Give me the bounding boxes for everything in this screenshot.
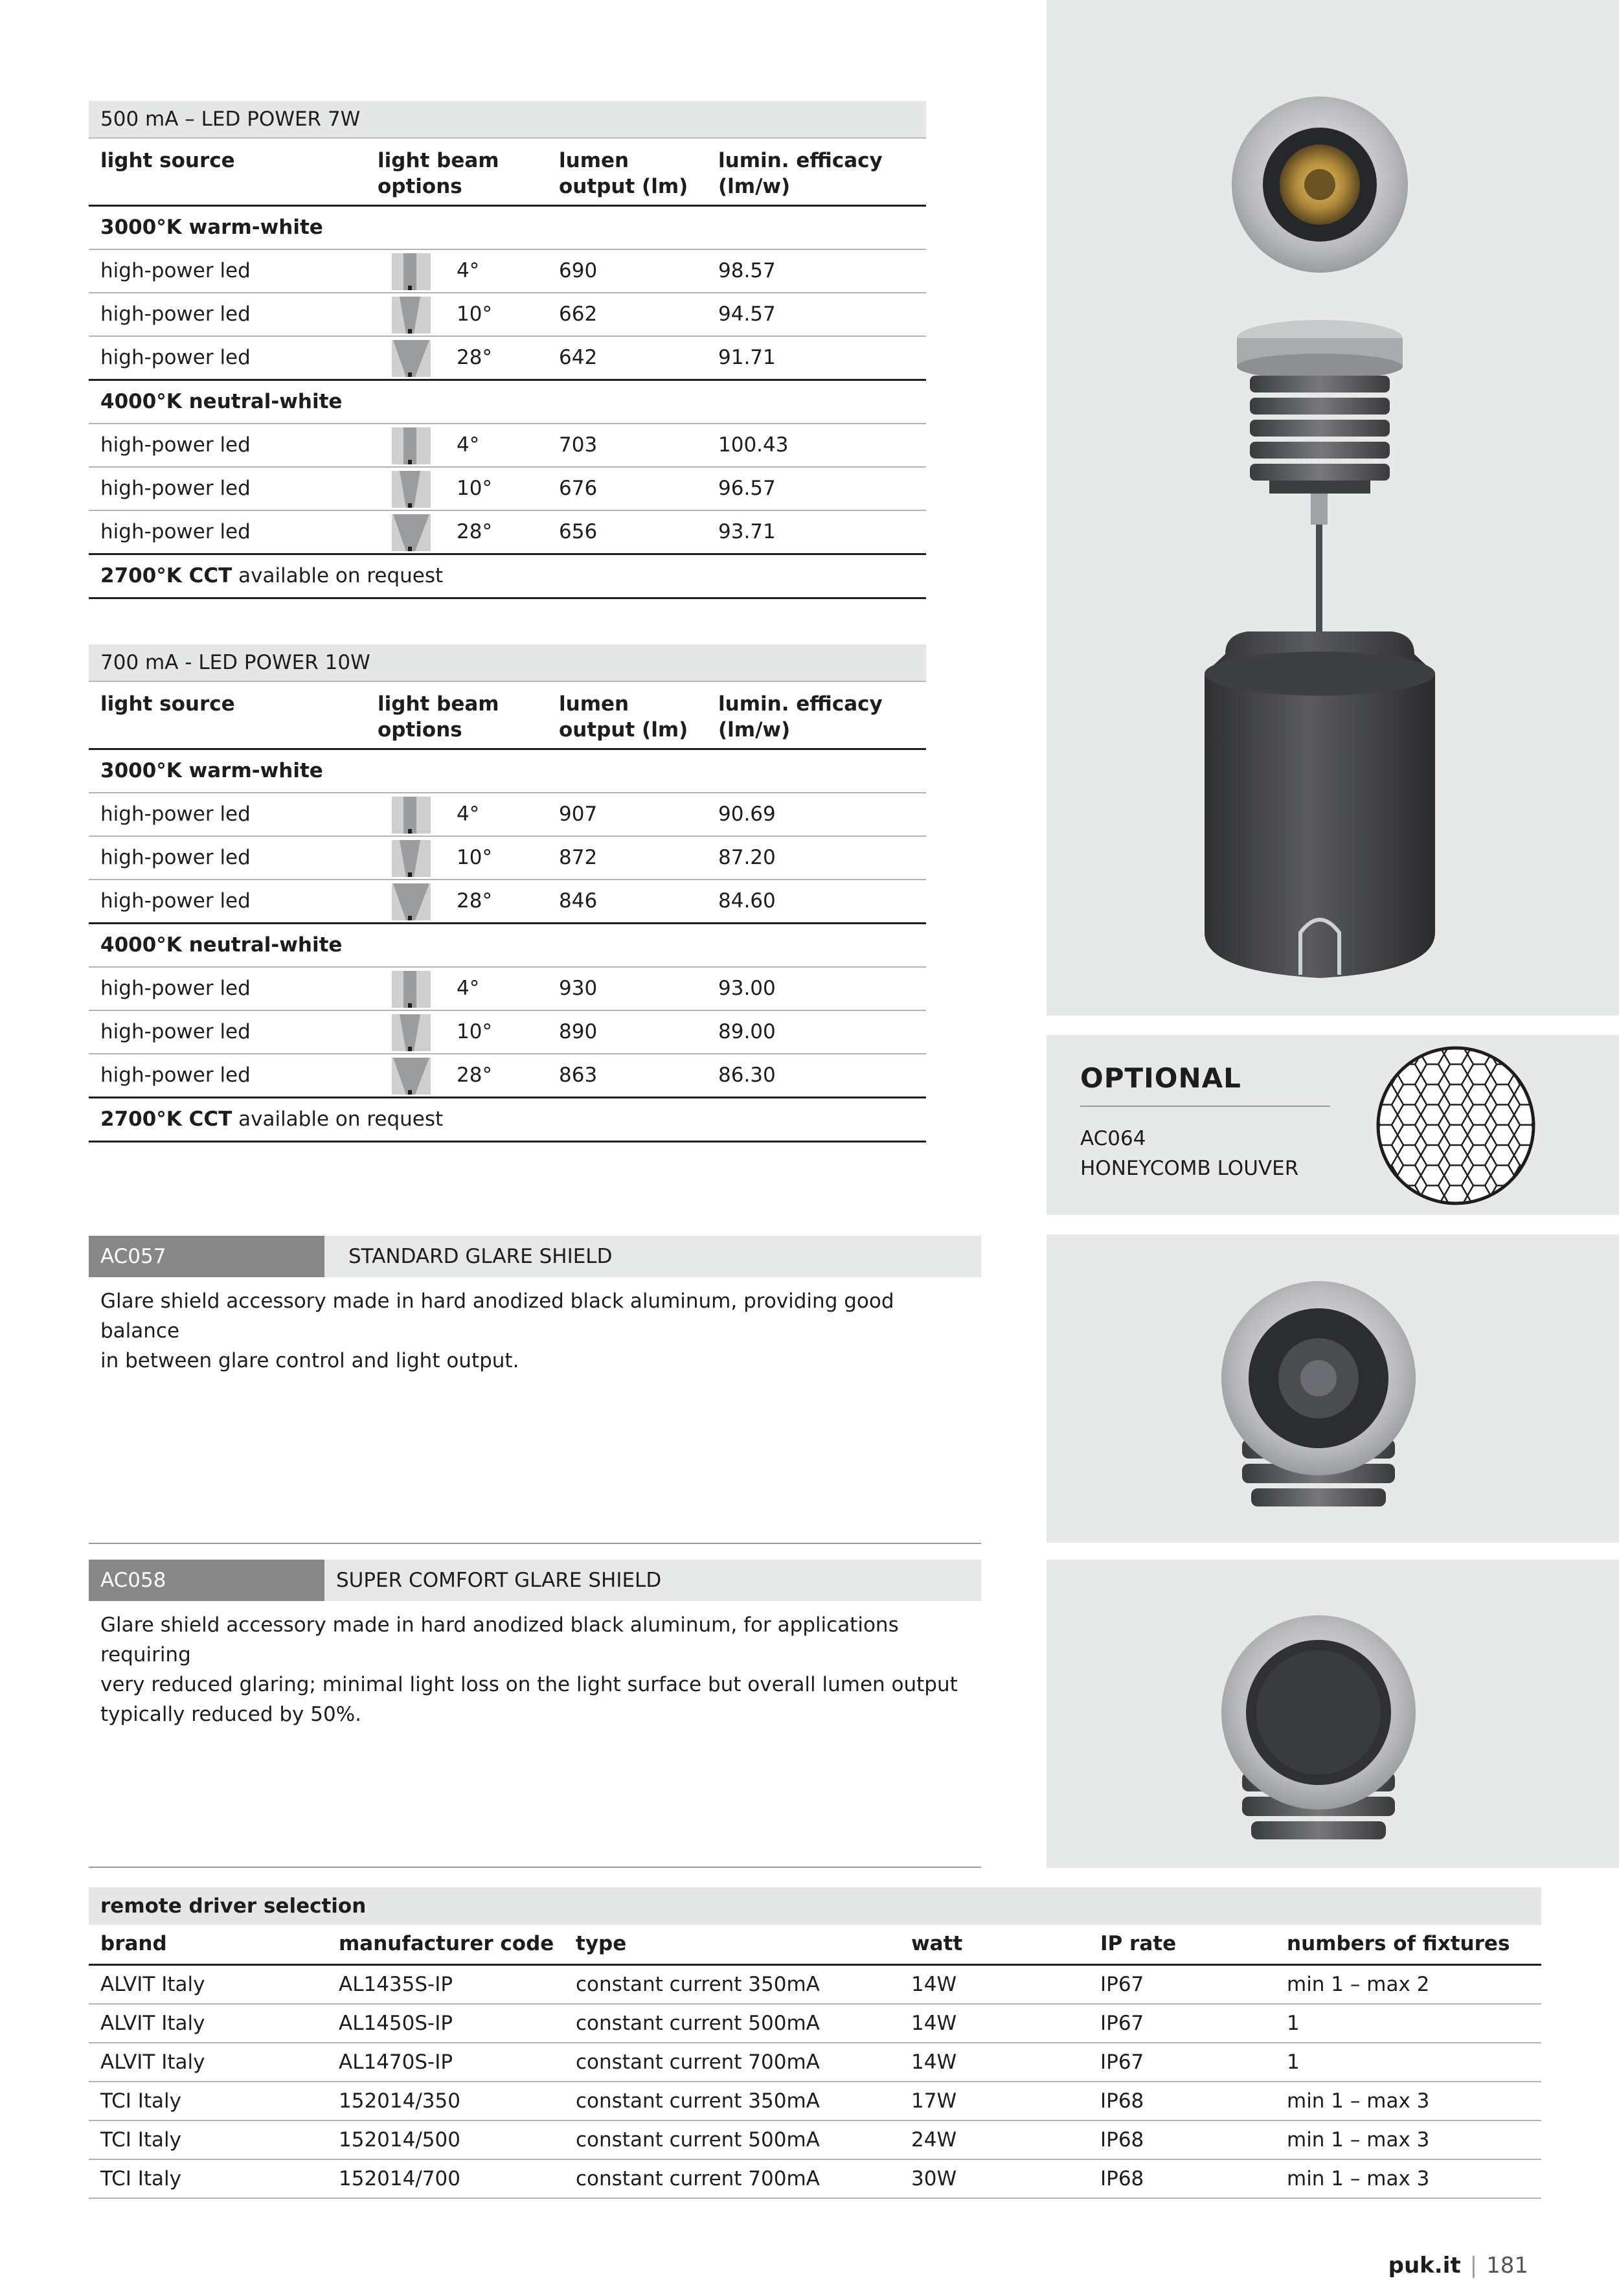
group-row — [89, 750, 926, 793]
cell-fixtures: min 1 – max 3 — [1287, 2128, 1430, 2152]
table-row — [89, 880, 926, 924]
cell-type: constant current 700mA — [576, 2167, 820, 2190]
cell-lumen: 907 — [559, 802, 598, 826]
section-divider — [89, 1867, 981, 1868]
group-row — [89, 207, 926, 250]
note-bold: 2700°K CCT — [100, 1108, 232, 1131]
cell-source: high-power led — [100, 433, 251, 457]
table-note — [89, 555, 926, 599]
table-row — [89, 2160, 1541, 2199]
cell-brand: TCI Italy — [100, 2128, 182, 2152]
group-label: 3000°K warm-white — [100, 759, 323, 782]
col-light-beam-line1: light beam — [378, 149, 499, 172]
wide-beam-icon — [392, 883, 431, 920]
cell-beam: 28° — [457, 520, 492, 543]
narrow-beam-icon — [392, 427, 431, 464]
ac057-product-photo — [1047, 1234, 1619, 1543]
table-row — [89, 337, 926, 381]
table-row — [89, 468, 926, 511]
cell-watt: 17W — [911, 2089, 957, 2113]
cell-code: AL1470S-IP — [339, 2051, 453, 2074]
cell-lumen: 656 — [559, 520, 598, 543]
cell-brand: ALVIT Italy — [100, 2012, 205, 2035]
cell-code: 152014/700 — [339, 2167, 460, 2190]
medium-beam-icon — [392, 840, 431, 877]
footer-separator: | — [1469, 2253, 1478, 2279]
optional-code: AC064 — [1080, 1127, 1146, 1150]
col-efficacy — [718, 148, 883, 199]
cell-source: high-power led — [100, 889, 251, 913]
cell-efficacy: 89.00 — [718, 1020, 776, 1043]
cell-type: constant current 350mA — [576, 2089, 820, 2113]
cell-efficacy: 87.20 — [718, 846, 776, 869]
table-row — [89, 2043, 1541, 2082]
cell-source: high-power led — [100, 346, 251, 369]
col-light-beam-line2: options — [378, 718, 462, 742]
cell-beam: 10° — [457, 846, 492, 869]
medium-beam-icon — [392, 297, 431, 334]
luminaire-photo — [1047, 0, 1619, 1016]
narrow-beam-icon — [392, 797, 431, 834]
cell-lumen: 890 — [559, 1020, 598, 1043]
table-row — [89, 2005, 1541, 2043]
wide-beam-icon — [392, 340, 431, 377]
col-lumen-output — [559, 148, 688, 199]
cell-ip: IP67 — [1100, 2012, 1144, 2035]
group-label: 4000°K neutral-white — [100, 933, 343, 957]
cell-watt: 14W — [911, 2051, 957, 2074]
ac058-product-photo — [1047, 1560, 1619, 1868]
note-rest: available on request — [232, 564, 444, 587]
col-efficacy-line2: (lm/w) — [718, 718, 791, 742]
optional-item — [1080, 1124, 1298, 1183]
cell-source: high-power led — [100, 846, 251, 869]
col-efficacy-line1: lumin. efficacy — [718, 692, 883, 716]
driver-table-header — [89, 1925, 1541, 1966]
description-line: Glare shield accessory made in hard anodized black aluminum, for applications requiring — [100, 1613, 899, 1666]
col-light-beam-line1: light beam — [378, 692, 499, 716]
description-line: typically reduced by 50%. — [100, 1703, 361, 1726]
col-light-beam — [378, 148, 499, 199]
cell-source: high-power led — [100, 259, 251, 282]
cell-lumen: 846 — [559, 889, 598, 913]
accessory-description — [89, 1601, 981, 1729]
cell-fixtures: min 1 – max 2 — [1287, 1973, 1430, 1996]
narrow-beam-icon — [392, 253, 431, 290]
table-header — [89, 682, 926, 750]
table-caption: 500 mA – LED POWER 7W — [89, 101, 926, 139]
cell-efficacy: 91.71 — [718, 346, 776, 369]
cell-code: 152014/350 — [339, 2089, 460, 2113]
wide-beam-icon — [392, 1058, 431, 1095]
narrow-beam-icon — [392, 971, 431, 1008]
cell-watt: 30W — [911, 2167, 957, 2190]
cell-ip: IP67 — [1100, 2051, 1144, 2074]
cell-lumen: 872 — [559, 846, 598, 869]
table-note — [89, 1098, 926, 1142]
table-caption: 700 mA - LED POWER 10W — [89, 644, 926, 682]
table-row — [89, 968, 926, 1011]
col-light-source: light source — [100, 149, 235, 172]
cell-beam: 28° — [457, 346, 492, 369]
spec-table-500ma — [89, 101, 926, 599]
cell-ip: IP68 — [1100, 2128, 1144, 2152]
description-line: very reduced glaring; minimal light loss on the light surface but overall lumen output — [100, 1673, 958, 1696]
cell-brand: TCI Italy — [100, 2167, 182, 2190]
col-ip-rate: IP rate — [1100, 1932, 1177, 1955]
cell-beam: 4° — [457, 802, 480, 826]
cell-brand: ALVIT Italy — [100, 1973, 205, 1996]
table-row — [89, 1966, 1541, 2005]
col-efficacy-line2: (lm/w) — [718, 175, 791, 198]
note-text — [100, 555, 443, 597]
group-row — [89, 924, 926, 968]
col-type: type — [576, 1932, 627, 1955]
ac058-image-panel — [1047, 1560, 1619, 1868]
accessory-description — [89, 1277, 981, 1376]
accessory-code: AC058 — [89, 1560, 324, 1601]
table-row — [89, 1011, 926, 1054]
description-line: in between glare control and light output. — [100, 1349, 519, 1372]
group-label: 4000°K neutral-white — [100, 390, 343, 413]
cell-efficacy: 98.57 — [718, 259, 776, 282]
note-text — [100, 1098, 443, 1141]
col-light-beam — [378, 691, 499, 743]
accessory-ac057 — [89, 1236, 981, 1544]
cell-type: constant current 350mA — [576, 1973, 820, 1996]
page-number: 181 — [1486, 2253, 1528, 2279]
table-row — [89, 511, 926, 555]
cell-efficacy: 93.00 — [718, 977, 776, 1000]
cell-code: AL1435S-IP — [339, 1973, 453, 1996]
group-label: 3000°K warm-white — [100, 216, 323, 239]
table-row — [89, 2082, 1541, 2121]
cell-efficacy: 94.57 — [718, 302, 776, 326]
product-image-panel — [1047, 0, 1619, 1016]
accessory-header — [89, 1560, 981, 1601]
col-number-of-fixtures: numbers of fixtures — [1287, 1932, 1510, 1955]
cell-watt: 24W — [911, 2128, 957, 2152]
col-manufacturer-code: manufacturer code — [339, 1932, 554, 1955]
col-lumen-line2: output (lm) — [559, 718, 688, 742]
cell-type: constant current 700mA — [576, 2051, 820, 2074]
cell-beam: 28° — [457, 889, 492, 913]
cell-type: constant current 500mA — [576, 2128, 820, 2152]
wide-beam-icon — [392, 514, 431, 551]
group-row — [89, 381, 926, 424]
cell-fixtures: min 1 – max 3 — [1287, 2089, 1430, 2113]
optional-underline — [1080, 1106, 1330, 1107]
section-divider — [89, 1543, 981, 1544]
note-bold: 2700°K CCT — [100, 564, 232, 587]
table-row — [89, 424, 926, 468]
footer-brand-link[interactable]: puk.it — [1388, 2253, 1461, 2279]
table-row — [89, 2121, 1541, 2160]
cell-efficacy: 93.71 — [718, 520, 776, 543]
cell-source: high-power led — [100, 477, 251, 500]
col-light-beam-line2: options — [378, 175, 462, 198]
page-footer — [1388, 2253, 1528, 2279]
accessory-title: SUPER COMFORT GLARE SHIELD — [336, 1569, 662, 1592]
cell-efficacy: 100.43 — [718, 433, 789, 457]
spec-table-700ma — [89, 644, 926, 1142]
cell-brand: TCI Italy — [100, 2089, 182, 2113]
cell-lumen: 690 — [559, 259, 598, 282]
col-lumen-line1: lumen — [559, 149, 629, 172]
table-row — [89, 793, 926, 837]
col-watt: watt — [911, 1932, 963, 1955]
cell-brand: ALVIT Italy — [100, 2051, 205, 2074]
cell-ip: IP68 — [1100, 2089, 1144, 2113]
cell-beam: 4° — [457, 259, 480, 282]
cell-beam: 4° — [457, 433, 480, 457]
table-row — [89, 837, 926, 880]
cell-beam: 10° — [457, 477, 492, 500]
table-row — [89, 250, 926, 293]
cell-efficacy: 84.60 — [718, 889, 776, 913]
cell-source: high-power led — [100, 520, 251, 543]
cell-type: constant current 500mA — [576, 2012, 820, 2035]
cell-beam: 28° — [457, 1063, 492, 1087]
cell-watt: 14W — [911, 2012, 957, 2035]
col-light-source: light source — [100, 692, 235, 716]
col-lumen-line2: output (lm) — [559, 175, 688, 198]
cell-beam: 10° — [457, 302, 492, 326]
cell-efficacy: 86.30 — [718, 1063, 776, 1087]
col-efficacy — [718, 691, 883, 743]
cell-source: high-power led — [100, 802, 251, 826]
cell-source: high-power led — [100, 302, 251, 326]
ac057-image-panel — [1047, 1234, 1619, 1543]
table-row — [89, 293, 926, 337]
driver-table-caption: remote driver selection — [89, 1887, 1541, 1925]
cell-lumen: 676 — [559, 477, 598, 500]
cell-fixtures: 1 — [1287, 2012, 1300, 2035]
cell-source: high-power led — [100, 1063, 251, 1087]
cell-source: high-power led — [100, 1020, 251, 1043]
optional-title: OPTIONAL — [1080, 1062, 1241, 1094]
col-brand: brand — [100, 1932, 167, 1955]
cell-fixtures: 1 — [1287, 2051, 1300, 2074]
cell-lumen: 863 — [559, 1063, 598, 1087]
cell-ip: IP68 — [1100, 2167, 1144, 2190]
medium-beam-icon — [392, 471, 431, 508]
cell-watt: 14W — [911, 1973, 957, 1996]
cell-beam: 4° — [457, 977, 480, 1000]
cell-lumen: 642 — [559, 346, 598, 369]
honeycomb-louver-icon — [1374, 1044, 1537, 1207]
note-rest: available on request — [232, 1108, 444, 1131]
medium-beam-icon — [392, 1014, 431, 1051]
remote-driver-table — [89, 1887, 1541, 2199]
col-efficacy-line1: lumin. efficacy — [718, 149, 883, 172]
col-lumen-line1: lumen — [559, 692, 629, 716]
cell-efficacy: 90.69 — [718, 802, 776, 826]
cell-beam: 10° — [457, 1020, 492, 1043]
cell-lumen: 662 — [559, 302, 598, 326]
accessory-title: STANDARD GLARE SHIELD — [348, 1245, 613, 1268]
col-lumen-output — [559, 691, 688, 743]
accessory-code: AC057 — [89, 1236, 324, 1277]
table-row — [89, 1054, 926, 1098]
table-header — [89, 139, 926, 207]
accessory-header — [89, 1236, 981, 1277]
cell-lumen: 703 — [559, 433, 598, 457]
cell-efficacy: 96.57 — [718, 477, 776, 500]
cell-source: high-power led — [100, 977, 251, 1000]
optional-name: HONEYCOMB LOUVER — [1080, 1157, 1299, 1180]
cell-fixtures: min 1 – max 3 — [1287, 2167, 1430, 2190]
cell-ip: IP67 — [1100, 1973, 1144, 1996]
cell-code: AL1450S-IP — [339, 2012, 453, 2035]
accessory-ac058 — [89, 1560, 981, 1868]
cell-code: 152014/500 — [339, 2128, 460, 2152]
cell-lumen: 930 — [559, 977, 598, 1000]
description-line: Glare shield accessory made in hard anodized black aluminum, providing good balance — [100, 1290, 894, 1343]
